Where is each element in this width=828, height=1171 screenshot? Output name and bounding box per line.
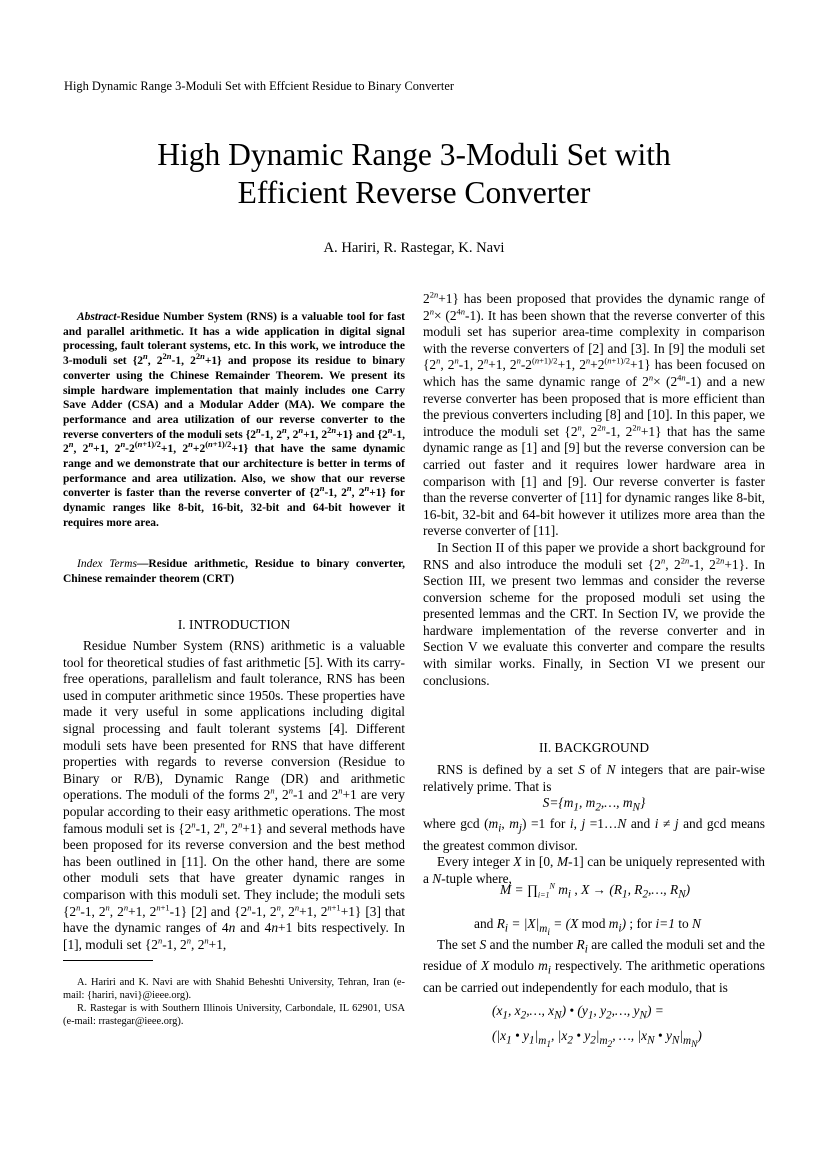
authors: A. Hariri, R. Rastegar, K. Navi [323,240,505,256]
footnotes [63,976,405,1028]
intro-paragraph: Residue Number System (RNS) arithmetic is a valuable tool for theoretical studies of fast arithmetic [5]. With its carry-free operations, parallelism and fault tolerance, RNS has been used in computer arithmetic since 1950s. These properties have made it very useful in some applications including digital signal processing and fault tolerant systems [4]. Different moduli sets have been presented for RNS that have different properties with regards to reverse conversion (Residue to Binary or R/B), Dynamic Range (DR) and arithmetic operations. The moduli of the forms 2$^n$, 2$^n$-1 and $2^n+1$ are very popular according to their easy arithmetic operations. The most famous moduli set is {2$^n$-1, 2$^n$, $2^n+1$} and several methods have been proposed for its reverse conversion and the best method has been outlined in [11]. On the other hand, there are some other moduli sets that have greater dynamic ranges in comparison with this moduli set. They include; the moduli sets {2$^n$-1, 2$^n$, $2^n+1$, $2^{n+1}-1$} [2] and {2$^n$-1, 2$^n$, $2^n+1$, $2^{n+1}+1$} [3] that have the dynamic ranges of 4n and 4n+1 bits respectively. In [1], moduli set {2$^n$-1, 2$^n$, $2^n+1$, [63,638,406,952]
title-line-1: High Dynamic Range 3-Moduli Set with [157,137,671,172]
abstract-label: Abstract [77,311,117,323]
index-terms [63,557,405,586]
abstract [63,310,405,531]
equation-operation-line-2: ($|x_1$ • $y_1|_{m_1}$, $|x_2$ • $y_2|_{m_2}$, …, $|x_N$ • $y_N|_{m_N}$) [492,1028,702,1050]
title-line-2: Efficient Reverse Converter [237,175,591,210]
paper-outline-paragraph: In Section II of this paper we provide a short background for RNS and also introduce the moduli set {2$^n$, $2^{2n}-1$, $2^{2n}+1$}. In Section III, we present two lemmas and consider the reverse conversion scheme for the proposed moduli set using the presented lemmas and the CRT. In Section IV, we provide the hardware implementation of the reverse converter and in Section V we evaluate this converter and compare the results with similar works. Finally, in Section VI we present our conclusions. [423,539,766,688]
rns-definition-paragraph: RNS is defined by a set S of N integers that are pair-wise relatively prime. That is [423,762,765,794]
equation-operation-line-1: ($x_1$, $x_2,\dots$, $x_N$) • ($y_1$, $y_2,\dots$, $y_N$) = [492,1003,664,1022]
footnote-affiliation-2: R. Rastegar is with Southern Illinois University, Carbondale, IL 62901, USA (e-mail: rrastegar@ieee.org). [63,1003,405,1027]
index-terms-label: Index Terms [77,558,137,570]
section-heading-background: II. BACKGROUND [538,740,650,755]
background-body-1 [423,762,765,888]
moduli-set-paragraph: The set S and the number $R_i$ are called the moduli set and the residue of X modulo $m_i$ respectively. The arithmetic operations can be carried out independently for each modulo, that is [423,937,765,995]
running-head: High Dynamic Range 3-Moduli Set with Effcient Residue to Binary Converter [64,79,455,93]
intro-continued-paragraph: $2^{2n}+1$} has been proposed that provides the dynamic range of $2^n\times (2^{4n}-1)$. It has been shown that the reverse converter of this moduli set has superior area-time complexity in comparison with the reverse converters of [2] and [3]. In [9] the moduli set {2$^n$, 2$^n$-1, $2^n+1$, $2^n-2^{(n+1)/2}+1$, $2^n+2^{(n+1)/2}+1$} has been focused on which has the same dynamic range of $2^n\times (2^{4n}-1)$ and a new reverse converter has been proposed that is more efficient than the previous converters including [8] and [10]. In this paper, we introduce the moduli set {2$^n$, $2^{2n}-1$, $2^{2n}+1$} that has the same dynamic range as [1] and [9] but the reverse conversion can be carried out faster and it requires lower hardware area in comparison with [1] and [9]. Our reverse converter is faster than the reverse converter of [11] for dynamic ranges like 8-bit, 16-bit, 32-bit and 64-bit however it utilizes more area than the reverse converter of [11]. [423,289,766,539]
section-heading-introduction: I. INTRODUCTION [177,617,291,632]
index-terms-text: —Residue arithmetic, Residue to binary converter, Chinese remainder theorem (CRT) [63,558,405,585]
background-body-2 [423,937,765,996]
equation-dynamic-range: $M = \prod_{i=1}^N$ $m_i$ , $X \to (R_1$, $R_2,\dots$, $R_N$) [500,881,691,901]
introduction-body [63,638,405,953]
abstract-text: -Residue Number System (RNS) is a valuable tool for fast and parallel arithmetic. It has a wide application in digital signal processing, fault tolerant systems, etc. In this work, we introduce the 3-moduli set {2$^n$, $2^{2n}-1$, $2^{2n}+1$} and propose its residue to binary converter using the Chinese Remainder Theorem. We present its simple hardware implementation that mainly includes one Carry Save Adder (CSA) and a Modular Adder (MA). We compare the performance and area utilization of our reverse converter to the reverse converters of the moduli sets {2$^n$-1, 2$^n$, $2^n+1$, $2^{2n}+1$} and {2$^n$-1, 2$^n$, $2^n+1$, $2^n-2^{(n+1)/2}+1$, $2^n+2^{(n+1)/2}+1$} that have the same dynamic range and we demonstrate that our architecture is better in terms of performance and area utilization. Also, we show that our reverse converter is faster than the reverse converter of {2$^n$-1, 2$^n$, $2^n+1$} for dynamic ranges like 8-bit, 16-bit, 32-bit and 64-bit however it requires more area. [63,311,405,529]
moduli-set-definition: $S=\{m_1$, $m_2,\dots$, $m_N$} [542,795,646,814]
paper-title [0,136,828,212]
footnote-rule [63,960,153,961]
equation-residue: and $R_i = |X|_{m_i} = (X$ mod $m_i$) ; for i=1 to N [474,916,701,938]
footnote-affiliation-1: A. Hariri and K. Navi are with Shahid Beheshti University, Tehran, Iran (e-mail: {hariri, navi}@ieee.org). [63,977,405,1001]
right-column-intro [423,291,765,689]
representation-paragraph: Every integer X in [0, M-1] can be uniquely represented with a N-tuple where, [423,854,765,886]
gcd-paragraph: where $\gcd (m_i$, $m_j) =1$ for i, j =1…N and i ≠ j and gcd means the greatest common divisor. [423,816,765,853]
